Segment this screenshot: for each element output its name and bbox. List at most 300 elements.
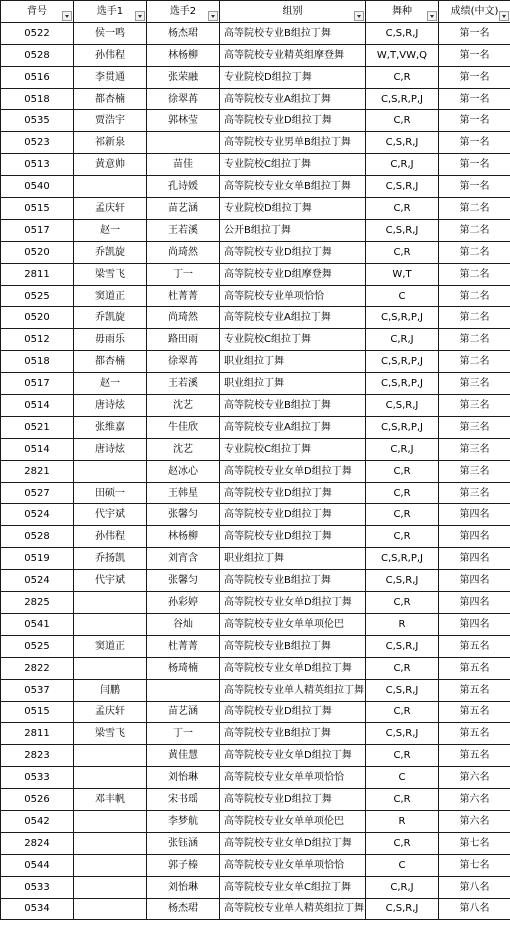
bib-cell[interactable]: 2825 — [1, 592, 74, 614]
group-cell[interactable]: 高等院校专业B组拉丁舞 — [220, 635, 366, 657]
group-cell[interactable]: 高等院校专业B组拉丁舞 — [220, 570, 366, 592]
player2-cell[interactable]: 尚琦然 — [147, 241, 220, 263]
player2-cell[interactable]: 牛佳欣 — [147, 416, 220, 438]
table-row — [1, 66, 510, 88]
player2-cell[interactable]: 苗佳 — [147, 154, 220, 176]
bib-cell[interactable]: 0514 — [1, 395, 74, 417]
column-header-label: 舞种 — [392, 5, 412, 17]
player1-cell[interactable] — [74, 613, 147, 635]
group-cell[interactable]: 职业组拉丁舞 — [220, 548, 366, 570]
group-cell[interactable]: 职业组拉丁舞 — [220, 351, 366, 373]
dance-cell[interactable]: C,S,R,P,J — [366, 88, 439, 110]
group-cell[interactable]: 高等院校专业女单单项恰恰 — [220, 854, 366, 876]
table-row — [1, 570, 510, 592]
group-cell[interactable]: 高等院校专业B组拉丁舞 — [220, 395, 366, 417]
column-header-bib — [1, 1, 74, 23]
table-row — [1, 329, 510, 351]
result-cell[interactable]: 第六名 — [439, 810, 510, 832]
group-cell[interactable]: 高等院校专业女单D组拉丁舞 — [220, 592, 366, 614]
bib-cell[interactable]: 0514 — [1, 438, 74, 460]
group-cell[interactable]: 高等院校专业女单C组拉丁舞 — [220, 876, 366, 898]
player1-cell[interactable]: 张维嘉 — [74, 416, 147, 438]
table-row — [1, 176, 510, 198]
dance-cell[interactable]: C,S,R,J — [366, 176, 439, 198]
dance-cell[interactable]: C,R — [366, 504, 439, 526]
table-row — [1, 876, 510, 898]
dance-cell[interactable]: C,R — [366, 701, 439, 723]
dance-cell[interactable]: C,R,J — [366, 876, 439, 898]
group-cell[interactable]: 高等院校专业D组拉丁舞 — [220, 504, 366, 526]
player2-cell[interactable]: 谷灿 — [147, 613, 220, 635]
player1-cell[interactable]: 闫鹏 — [74, 679, 147, 701]
bib-cell[interactable]: 0541 — [1, 613, 74, 635]
table-row — [1, 767, 510, 789]
group-cell[interactable]: 高等院校专业D组拉丁舞 — [220, 526, 366, 548]
result-cell[interactable]: 第三名 — [439, 416, 510, 438]
result-cell[interactable]: 第四名 — [439, 504, 510, 526]
group-cell[interactable]: 高等院校专业女单单项伦巴 — [220, 810, 366, 832]
filter-dropdown-icon[interactable] — [354, 11, 364, 21]
dance-cell[interactable]: C — [366, 285, 439, 307]
player1-cell[interactable] — [74, 592, 147, 614]
dance-cell[interactable]: C,S,R,J — [366, 723, 439, 745]
player2-cell[interactable] — [147, 679, 220, 701]
dance-cell[interactable]: C,R — [366, 66, 439, 88]
filter-dropdown-icon[interactable] — [427, 11, 437, 21]
group-cell[interactable]: 职业组拉丁舞 — [220, 373, 366, 395]
player1-cell[interactable]: 窦道正 — [74, 285, 147, 307]
result-cell[interactable]: 第二名 — [439, 198, 510, 220]
group-cell[interactable]: 高等院校专业A组拉丁舞 — [220, 416, 366, 438]
dance-cell[interactable]: C,S,R,P,J — [366, 548, 439, 570]
group-cell[interactable]: 高等院校专业男单B组拉丁舞 — [220, 132, 366, 154]
player1-cell[interactable] — [74, 876, 147, 898]
bib-cell[interactable]: 0528 — [1, 526, 74, 548]
result-cell[interactable]: 第四名 — [439, 548, 510, 570]
player1-cell[interactable]: 侯一鸣 — [74, 22, 147, 44]
bib-cell[interactable]: 0523 — [1, 132, 74, 154]
player2-cell[interactable]: 丁一 — [147, 723, 220, 745]
column-header-label: 组别 — [282, 5, 303, 17]
bib-cell[interactable]: 0516 — [1, 66, 74, 88]
player1-cell[interactable]: 田硕一 — [74, 482, 147, 504]
dance-cell[interactable]: R — [366, 613, 439, 635]
result-cell[interactable]: 第三名 — [439, 438, 510, 460]
result-cell[interactable]: 第二名 — [439, 219, 510, 241]
bib-cell[interactable]: 2822 — [1, 657, 74, 679]
dance-cell[interactable]: C,S,R,J — [366, 898, 439, 920]
bib-cell[interactable]: 0515 — [1, 198, 74, 220]
table-row — [1, 810, 510, 832]
bib-cell[interactable]: 0519 — [1, 548, 74, 570]
player1-cell[interactable] — [74, 460, 147, 482]
group-cell[interactable]: 高等院校专业单人精英组拉丁舞 — [220, 679, 366, 701]
player2-cell[interactable]: 尚琦然 — [147, 307, 220, 329]
result-cell[interactable]: 第三名 — [439, 395, 510, 417]
player2-cell[interactable]: 苗艺涵 — [147, 198, 220, 220]
player2-cell[interactable]: 杜菁菁 — [147, 635, 220, 657]
player1-cell[interactable]: 乔扬凯 — [74, 548, 147, 570]
dance-cell[interactable]: C,S,R,J — [366, 570, 439, 592]
table-row — [1, 438, 510, 460]
bib-cell[interactable]: 0524 — [1, 570, 74, 592]
bib-cell[interactable]: 0524 — [1, 504, 74, 526]
result-cell[interactable]: 第八名 — [439, 876, 510, 898]
table-row — [1, 526, 510, 548]
table-row — [1, 504, 510, 526]
player1-cell[interactable]: 祁新泉 — [74, 132, 147, 154]
player2-cell[interactable]: 徐翠苒 — [147, 88, 220, 110]
player1-cell[interactable] — [74, 898, 147, 920]
player1-cell[interactable]: 窦道正 — [74, 635, 147, 657]
group-cell[interactable]: 高等院校专业女单单项伦巴 — [220, 613, 366, 635]
player1-cell[interactable]: 邓丰帆 — [74, 789, 147, 811]
dance-cell[interactable]: W,T — [366, 263, 439, 285]
table-row — [1, 832, 510, 854]
result-cell[interactable]: 第五名 — [439, 657, 510, 679]
result-cell[interactable]: 第五名 — [439, 635, 510, 657]
dance-cell[interactable]: C,S,R,J — [366, 395, 439, 417]
player2-cell[interactable]: 张钰涵 — [147, 832, 220, 854]
bib-cell[interactable]: 0544 — [1, 854, 74, 876]
bib-cell[interactable]: 0520 — [1, 241, 74, 263]
player2-cell[interactable]: 黄佳慧 — [147, 745, 220, 767]
player2-cell[interactable]: 杨琦楠 — [147, 657, 220, 679]
player2-cell[interactable]: 王若溪 — [147, 373, 220, 395]
bib-cell[interactable]: 0533 — [1, 876, 74, 898]
group-cell[interactable]: 高等院校专业精英组摩登舞 — [220, 44, 366, 66]
dance-cell[interactable]: C,R — [366, 198, 439, 220]
player2-cell[interactable]: 丁一 — [147, 263, 220, 285]
player1-cell[interactable] — [74, 176, 147, 198]
bib-cell[interactable]: 2823 — [1, 745, 74, 767]
bib-cell[interactable]: 2811 — [1, 723, 74, 745]
dance-cell[interactable]: C — [366, 767, 439, 789]
result-cell[interactable]: 第五名 — [439, 679, 510, 701]
column-header-player1 — [74, 1, 147, 23]
bib-cell[interactable]: 0517 — [1, 219, 74, 241]
group-cell[interactable]: 高等院校专业B组拉丁舞 — [220, 723, 366, 745]
player1-cell[interactable]: 代宇斌 — [74, 570, 147, 592]
table-row — [1, 132, 510, 154]
dance-cell[interactable]: C,R — [366, 745, 439, 767]
bib-cell[interactable]: 0518 — [1, 351, 74, 373]
dance-cell[interactable]: C,S,R,P,J — [366, 351, 439, 373]
player2-cell[interactable]: 刘怡琳 — [147, 876, 220, 898]
player1-cell[interactable] — [74, 854, 147, 876]
player2-cell[interactable]: 宋书瑶 — [147, 789, 220, 811]
player2-cell[interactable]: 孙彩婷 — [147, 592, 220, 614]
player1-cell[interactable]: 赵一 — [74, 219, 147, 241]
dance-cell[interactable]: C,S,R,P,J — [366, 307, 439, 329]
result-cell[interactable]: 第二名 — [439, 285, 510, 307]
column-header-label: 选手2 — [169, 5, 197, 17]
player2-cell[interactable]: 郭林莹 — [147, 110, 220, 132]
player2-cell[interactable]: 孔诗媛 — [147, 176, 220, 198]
table-row — [1, 154, 510, 176]
player2-cell[interactable]: 李梦航 — [147, 810, 220, 832]
dance-cell[interactable]: C,R — [366, 526, 439, 548]
bib-cell[interactable]: 0525 — [1, 635, 74, 657]
bib-cell[interactable]: 2821 — [1, 460, 74, 482]
table-row — [1, 263, 510, 285]
table-row — [1, 592, 510, 614]
result-cell[interactable]: 第三名 — [439, 373, 510, 395]
table-row — [1, 635, 510, 657]
table-row — [1, 745, 510, 767]
dance-cell[interactable]: C,S,R,J — [366, 635, 439, 657]
player2-cell[interactable]: 杨杰珺 — [147, 22, 220, 44]
dance-cell[interactable]: C,R,J — [366, 329, 439, 351]
player1-cell[interactable]: 代宇斌 — [74, 504, 147, 526]
player1-cell[interactable]: 孙伟程 — [74, 526, 147, 548]
group-cell[interactable]: 高等院校专业D组拉丁舞 — [220, 482, 366, 504]
bib-cell[interactable]: 2811 — [1, 263, 74, 285]
player2-cell[interactable]: 张馨匀 — [147, 570, 220, 592]
table-row — [1, 701, 510, 723]
player1-cell[interactable]: 李贯通 — [74, 66, 147, 88]
table-row — [1, 22, 510, 44]
group-cell[interactable]: 高等院校专业单项恰恰 — [220, 285, 366, 307]
bib-cell[interactable]: 0542 — [1, 810, 74, 832]
group-cell[interactable]: 高等院校专业女单D组拉丁舞 — [220, 832, 366, 854]
player2-cell[interactable]: 刘宵含 — [147, 548, 220, 570]
table-row — [1, 351, 510, 373]
bib-cell[interactable]: 0527 — [1, 482, 74, 504]
table-row — [1, 898, 510, 920]
player1-cell[interactable]: 乔凯旋 — [74, 307, 147, 329]
group-cell[interactable]: 专业院校D组拉丁舞 — [220, 198, 366, 220]
result-cell[interactable]: 第五名 — [439, 701, 510, 723]
group-cell[interactable]: 专业院校C组拉丁舞 — [220, 329, 366, 351]
result-cell[interactable]: 第八名 — [439, 898, 510, 920]
player1-cell[interactable] — [74, 657, 147, 679]
dance-cell[interactable]: C,S,R,J — [366, 132, 439, 154]
filter-dropdown-icon[interactable] — [62, 11, 72, 21]
dance-cell[interactable]: C,S,R,P,J — [366, 416, 439, 438]
dance-cell[interactable]: R — [366, 810, 439, 832]
result-cell[interactable]: 第二名 — [439, 307, 510, 329]
group-cell[interactable]: 高等院校专业D组拉丁舞 — [220, 701, 366, 723]
table-row — [1, 110, 510, 132]
bib-cell[interactable]: 0526 — [1, 789, 74, 811]
group-cell[interactable]: 公开B组拉丁舞 — [220, 219, 366, 241]
group-cell[interactable]: 高等院校专业D组拉丁舞 — [220, 241, 366, 263]
group-cell[interactable]: 高等院校专业女单单项恰恰 — [220, 767, 366, 789]
result-cell[interactable]: 第四名 — [439, 613, 510, 635]
player1-cell[interactable]: 都杏楠 — [74, 88, 147, 110]
table-row — [1, 679, 510, 701]
bib-cell[interactable]: 0533 — [1, 767, 74, 789]
group-cell[interactable]: 高等院校专业女单B组拉丁舞 — [220, 176, 366, 198]
player1-cell[interactable]: 梁雪飞 — [74, 263, 147, 285]
result-cell[interactable]: 第一名 — [439, 110, 510, 132]
player1-cell[interactable]: 赵一 — [74, 373, 147, 395]
player2-cell[interactable]: 杨杰珺 — [147, 898, 220, 920]
column-header-dance — [366, 1, 439, 23]
player1-cell[interactable] — [74, 832, 147, 854]
player2-cell[interactable] — [147, 132, 220, 154]
table-row — [1, 657, 510, 679]
bib-cell[interactable]: 0520 — [1, 307, 74, 329]
dance-cell[interactable]: C,S,R,P,J — [366, 373, 439, 395]
result-cell[interactable]: 第六名 — [439, 789, 510, 811]
table-row — [1, 482, 510, 504]
filter-dropdown-icon[interactable] — [499, 11, 509, 21]
player1-cell[interactable]: 孟庆轩 — [74, 701, 147, 723]
player1-cell[interactable]: 乔凯旋 — [74, 241, 147, 263]
table-body — [1, 22, 510, 920]
player2-cell[interactable]: 苗艺涵 — [147, 701, 220, 723]
dance-cell[interactable]: C,R — [366, 832, 439, 854]
group-cell[interactable]: 高等院校专业女单D组拉丁舞 — [220, 745, 366, 767]
column-header-result — [439, 1, 510, 23]
player1-cell[interactable]: 孟庆轩 — [74, 198, 147, 220]
dance-cell[interactable]: C,R — [366, 789, 439, 811]
dance-cell[interactable]: C,R,J — [366, 438, 439, 460]
table-row — [1, 854, 510, 876]
player1-cell[interactable]: 贾浩宇 — [74, 110, 147, 132]
bib-cell[interactable]: 2824 — [1, 832, 74, 854]
column-header-label: 选手1 — [96, 5, 124, 17]
player2-cell[interactable]: 王韩星 — [147, 482, 220, 504]
table-row — [1, 44, 510, 66]
column-header-player2 — [147, 1, 220, 23]
bib-cell[interactable]: 0512 — [1, 329, 74, 351]
result-cell[interactable]: 第六名 — [439, 767, 510, 789]
table-row — [1, 241, 510, 263]
player1-cell[interactable]: 毋雨乐 — [74, 329, 147, 351]
bib-cell[interactable]: 0517 — [1, 373, 74, 395]
dance-cell[interactable]: C,R,J — [366, 154, 439, 176]
result-cell[interactable]: 第一名 — [439, 66, 510, 88]
filter-dropdown-icon[interactable] — [208, 11, 218, 21]
result-cell[interactable]: 第一名 — [439, 44, 510, 66]
group-cell[interactable]: 高等院校专业女单D组拉丁舞 — [220, 460, 366, 482]
bib-cell[interactable]: 0535 — [1, 110, 74, 132]
player2-cell[interactable]: 林杨柳 — [147, 44, 220, 66]
dance-cell[interactable]: C,R — [366, 460, 439, 482]
group-cell[interactable]: 高等院校专业A组拉丁舞 — [220, 307, 366, 329]
group-cell[interactable]: 高等院校专业D组拉丁舞 — [220, 789, 366, 811]
filter-dropdown-icon[interactable] — [135, 11, 145, 21]
result-cell[interactable]: 第四名 — [439, 592, 510, 614]
dance-cell[interactable]: C,R — [366, 592, 439, 614]
player1-cell[interactable]: 都杏楠 — [74, 351, 147, 373]
header-row — [1, 1, 510, 23]
result-cell[interactable]: 第一名 — [439, 154, 510, 176]
bib-cell[interactable]: 0521 — [1, 416, 74, 438]
dance-cell[interactable]: C — [366, 854, 439, 876]
table-row — [1, 416, 510, 438]
player2-cell[interactable]: 路田雨 — [147, 329, 220, 351]
result-cell[interactable]: 第四名 — [439, 570, 510, 592]
player1-cell[interactable]: 孙伟程 — [74, 44, 147, 66]
player2-cell[interactable]: 沈艺 — [147, 438, 220, 460]
bib-cell[interactable]: 0537 — [1, 679, 74, 701]
result-cell[interactable]: 第二名 — [439, 241, 510, 263]
player2-cell[interactable]: 沈艺 — [147, 395, 220, 417]
bib-cell[interactable]: 0540 — [1, 176, 74, 198]
table-row — [1, 460, 510, 482]
result-cell[interactable]: 第三名 — [439, 460, 510, 482]
dance-cell[interactable]: C,S,R,J — [366, 22, 439, 44]
group-cell[interactable]: 高等院校专业女单D组拉丁舞 — [220, 657, 366, 679]
player2-cell[interactable]: 张馨匀 — [147, 504, 220, 526]
table-row — [1, 723, 510, 745]
player1-cell[interactable]: 黄意帅 — [74, 154, 147, 176]
group-cell[interactable]: 高等院校专业D组摩登舞 — [220, 263, 366, 285]
bib-cell[interactable]: 0534 — [1, 898, 74, 920]
result-cell[interactable]: 第七名 — [439, 832, 510, 854]
player1-cell[interactable] — [74, 810, 147, 832]
table-row — [1, 198, 510, 220]
bib-cell[interactable]: 0515 — [1, 701, 74, 723]
player2-cell[interactable]: 王若溪 — [147, 219, 220, 241]
table-row — [1, 285, 510, 307]
result-cell[interactable]: 第二名 — [439, 329, 510, 351]
result-cell[interactable]: 第一名 — [439, 22, 510, 44]
player1-cell[interactable] — [74, 767, 147, 789]
group-cell[interactable]: 高等院校专业A组拉丁舞 — [220, 88, 366, 110]
result-cell[interactable]: 第一名 — [439, 176, 510, 198]
result-cell[interactable]: 第五名 — [439, 723, 510, 745]
bib-cell[interactable]: 0525 — [1, 285, 74, 307]
player1-cell[interactable]: 梁雪飞 — [74, 723, 147, 745]
player2-cell[interactable]: 林杨柳 — [147, 526, 220, 548]
table-row — [1, 307, 510, 329]
dance-cell[interactable]: C,R — [366, 657, 439, 679]
group-cell[interactable]: 高等院校专业单人精英组拉丁舞 — [220, 898, 366, 920]
result-cell[interactable]: 第二名 — [439, 263, 510, 285]
player2-cell[interactable]: 赵冰心 — [147, 460, 220, 482]
dance-cell[interactable]: C,R — [366, 241, 439, 263]
player1-cell[interactable]: 唐诗炫 — [74, 438, 147, 460]
bib-cell[interactable]: 0528 — [1, 44, 74, 66]
player2-cell[interactable]: 刘怡琳 — [147, 767, 220, 789]
player2-cell[interactable]: 郭子榛 — [147, 854, 220, 876]
player2-cell[interactable]: 杜菁菁 — [147, 285, 220, 307]
bib-cell[interactable]: 0513 — [1, 154, 74, 176]
result-cell[interactable]: 第七名 — [439, 854, 510, 876]
dance-cell[interactable]: W,T,VW,Q — [366, 44, 439, 66]
column-header-label: 成绩(中文) — [450, 5, 499, 17]
result-cell[interactable]: 第三名 — [439, 482, 510, 504]
group-cell[interactable]: 专业院校D组拉丁舞 — [220, 66, 366, 88]
group-cell[interactable]: 高等院校专业D组拉丁舞 — [220, 110, 366, 132]
table-row — [1, 88, 510, 110]
result-cell[interactable]: 第二名 — [439, 351, 510, 373]
result-cell[interactable]: 第一名 — [439, 88, 510, 110]
player1-cell[interactable] — [74, 745, 147, 767]
group-cell[interactable]: 专业院校C组拉丁舞 — [220, 154, 366, 176]
bib-cell[interactable]: 0518 — [1, 88, 74, 110]
result-cell[interactable]: 第四名 — [439, 526, 510, 548]
group-cell[interactable]: 高等院校专业B组拉丁舞 — [220, 22, 366, 44]
result-cell[interactable]: 第五名 — [439, 745, 510, 767]
dance-cell[interactable]: C,S,R,J — [366, 219, 439, 241]
dance-cell[interactable]: C,R — [366, 110, 439, 132]
player1-cell[interactable]: 唐诗炫 — [74, 395, 147, 417]
bib-cell[interactable]: 0522 — [1, 22, 74, 44]
player2-cell[interactable]: 张荣融 — [147, 66, 220, 88]
table-row — [1, 789, 510, 811]
dance-cell[interactable]: C,S,R,J — [366, 679, 439, 701]
dance-cell[interactable]: C,R — [366, 482, 439, 504]
group-cell[interactable]: 专业院校C组拉丁舞 — [220, 438, 366, 460]
result-cell[interactable]: 第一名 — [439, 132, 510, 154]
player2-cell[interactable]: 徐翠苒 — [147, 351, 220, 373]
